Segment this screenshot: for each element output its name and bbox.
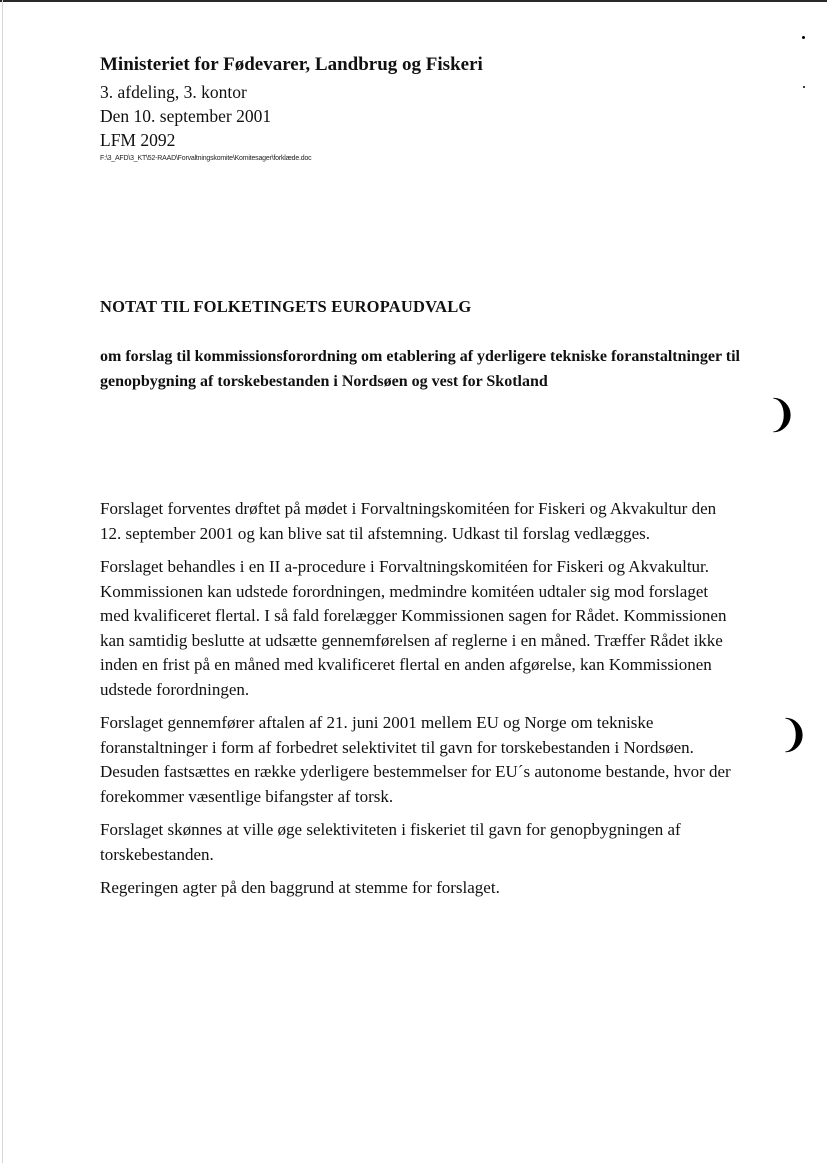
scan-left-edge [2, 0, 3, 1163]
punch-hole-mark: ❩ [766, 392, 798, 436]
scan-top-edge [0, 0, 827, 2]
document-date: Den 10. september 2001 [100, 106, 272, 126]
department: 3. afdeling, 3. kontor [100, 82, 247, 102]
paragraph: Regeringen agter på den baggrund at stemme for forslaget. [100, 878, 500, 897]
document-title: NOTAT TIL FOLKETINGETS EUROPAUDVALG [100, 297, 472, 316]
document-subject: om forslag til kommissionsforordning om etablering af yderligere tekniske foranstaltninger til genopbygning af torskebestanden i Nordsøen og vest for Skotland [100, 348, 740, 390]
file-path: F:\3_AFD\3_KT\52-RAAD\Forvaltningskomite\Komitesager\forklæde.doc [100, 155, 312, 162]
paragraph: Forslaget gennemfører aftalen af 21. juni 2001 mellem EU og Norge om tekniske foranstaltninger i form af forbedret selektivitet til gavn for torskebestanden i Nordsøen. Desuden fastsættes en række yderligere bestemmelser for EU´s autonome bestande, hvor der forekommer væsentlige bifangster af torsk. [100, 713, 731, 806]
scan-speck [803, 86, 805, 88]
document-body [100, 497, 740, 910]
punch-hole-mark: ❩ [778, 712, 810, 756]
paragraph: Forslaget behandles i en II a-procedure i Forvaltningskomitéen for Fiskeri og Akvakultur. Kommissionen kan udstede forordningen, medmindre komitéen udtaler sig mod forslaget med kvalificeret flertal. I så fald forelægger Kommissionen sagen for Rådet. Kommissionen kan samtidig beslutte at udsætte gennemførelsen af reglerne i en måned. Træffer Rådet ikke inden en frist på en måned med kvalificeret flertal en anden afgørelse, kan Kommissionen udstede forordningen. [100, 557, 727, 699]
ministry-name: Ministeriet for Fødevarer, Landbrug og Fiskeri [100, 54, 483, 75]
scan-speck [802, 36, 805, 39]
paragraph: Forslaget skønnes at ville øge selektiviteten i fiskeriet til gavn for genopbygningen af torskebestanden. [100, 820, 681, 864]
paragraph: Forslaget forventes drøftet på mødet i Forvaltningskomitéen for Fiskeri og Akvakultur den 12. september 2001 og kan blive sat til afstemning. Udkast til forslag vedlægges. [100, 499, 717, 543]
letterhead [100, 52, 760, 162]
reference-number: LFM 2092 [100, 130, 176, 150]
